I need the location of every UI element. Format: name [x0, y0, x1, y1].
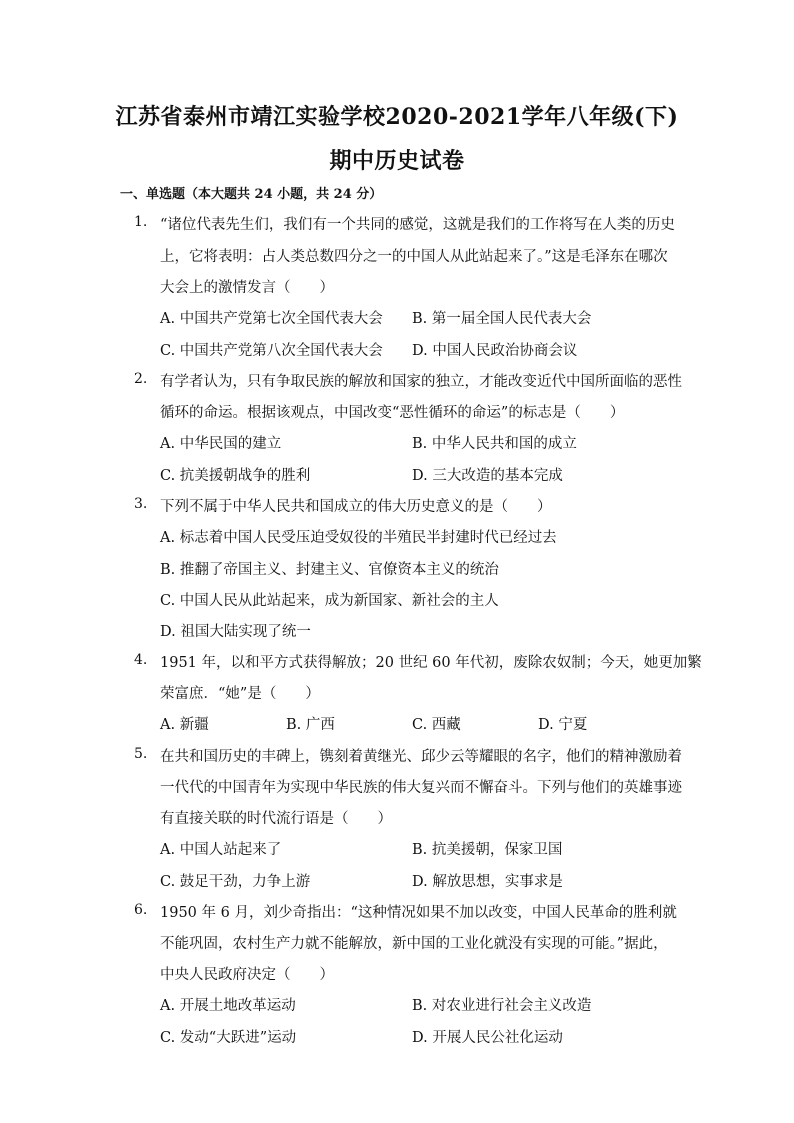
question-text: 在共和国历史的丰碑上，镌刻着黄继光、邱少云等耀眼的名字，他们的精神激励着 [160, 749, 682, 765]
question-text: 中央人民政府决定（ ） [160, 967, 334, 983]
option-a: A. 新疆 [160, 717, 209, 733]
option-a: A. 中华民国的建立 [160, 436, 282, 452]
question-number: 1. [134, 214, 148, 230]
option-c: C. 中国共产党第八次全国代表大会 [160, 343, 383, 359]
question-number: 2. [134, 371, 148, 387]
question-text: 上，它将表明：占人类总数四分之一的中国人从此站起来了。”这是毛泽东在哪次 [160, 249, 668, 265]
option-d: D. 解放思想，实事求是 [412, 874, 563, 890]
option-c: C. 中国人民从此站起来，成为新国家、新社会的主人 [160, 593, 499, 609]
option-d: D. 中国人民政治协商会议 [412, 343, 578, 359]
option-d: D. 宁夏 [538, 717, 588, 733]
page-title: 江苏省泰州市靖江实验学校2020-2021学年八年级(下) [115, 104, 679, 130]
section-heading: 一、单选题（本大题共 24 小题，共 24 分） [120, 187, 383, 202]
option-b: B. 第一届全国人民代表大会 [412, 311, 592, 327]
question-text: 1951 年，以和平方式获得解放；20 世纪 60 年代初，废除农奴制；今天，她更加繁 [160, 655, 702, 671]
option-c: C. 发动“大跃进”运动 [160, 1030, 297, 1046]
question-text: 1950 年 6 月，刘少奇指出：“这种情况如果不加以改变，中国人民革命的胜利就 [160, 905, 677, 921]
option-a: A. 中国人站起来了 [160, 842, 282, 858]
question-text: “诸位代表先生们，我们有一个共同的感觉，这就是我们的工作将写在人类的历史 [160, 217, 675, 233]
question-text: 有学者认为，只有争取民族的解放和国家的独立，才能改变近代中国所面临的恶性 [160, 374, 682, 390]
option-c: C. 鼓足干劲，力争上游 [160, 874, 311, 890]
question-number: 3. [134, 496, 148, 512]
option-b: B. 中华人民共和国的成立 [412, 436, 577, 452]
question-text: 不能巩固，农村生产力就不能解放，新中国的工业化就没有实现的可能。”据此， [160, 936, 668, 952]
option-b: B. 抗美援朝，保家卫国 [412, 842, 563, 858]
option-b: B. 广西 [286, 717, 335, 733]
option-a: A. 标志着中国人民受压迫受奴役的半殖民半封建时代已经过去 [160, 530, 557, 546]
option-c: C. 抗美援朝战争的胜利 [160, 468, 311, 484]
option-b: B. 推翻了帝国主义、封建主义、官僚资本主义的统治 [160, 562, 499, 578]
option-a: A. 开展土地改革运动 [160, 998, 296, 1014]
question-text: 大会上的激情发言（ ） [160, 280, 334, 296]
option-d: D. 开展人民公社化运动 [412, 1030, 563, 1046]
question-text: 有直接关联的时代流行语是（ ） [160, 811, 392, 827]
option-d: D. 祖国大陆实现了统一 [160, 624, 311, 640]
page-subtitle: 期中历史试卷 [329, 148, 465, 174]
question-number: 6. [134, 902, 148, 918]
option-a: A. 中国共产党第七次全国代表大会 [160, 311, 383, 327]
option-b: B. 对农业进行社会主义改造 [412, 998, 592, 1014]
question-text: 循环的命运。根据该观点，中国改变“恶性循环的命运”的标志是（ ） [160, 405, 625, 421]
question-text: 荣富庶．“她”是（ ） [160, 686, 320, 702]
question-number: 5. [134, 746, 148, 762]
option-d: D. 三大改造的基本完成 [412, 468, 563, 484]
option-c: C. 西藏 [412, 717, 461, 733]
question-number: 4. [134, 652, 148, 668]
question-text: 下列不属于中华人民共和国成立的伟大历史意义的是（ ） [160, 499, 552, 515]
question-text: 一代代的中国青年为实现中华民族的伟大复兴而不懈奋斗。下列与他们的英雄事迹 [160, 780, 682, 796]
